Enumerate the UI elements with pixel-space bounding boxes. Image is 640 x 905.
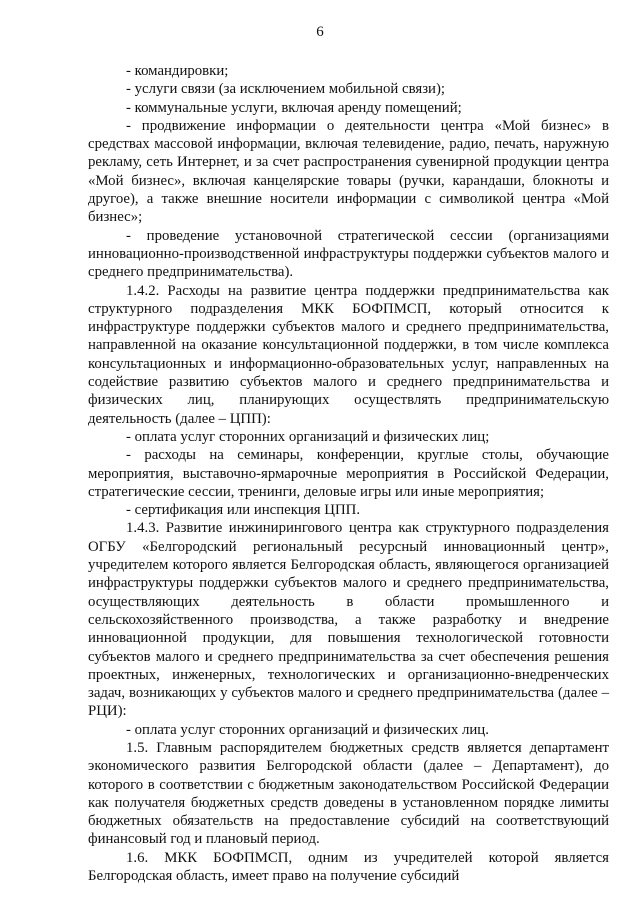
document-body xyxy=(88,62,609,885)
paragraph-communication-services: - услуги связи (за исключением мобильной связи); xyxy=(126,81,445,98)
page-number: 6 xyxy=(316,24,324,40)
paragraph-utilities: - коммунальные услуги, включая аренду помещений; xyxy=(126,99,462,116)
paragraph-third-party-services: - оплата услуг сторонних организаций и физических лиц; xyxy=(126,428,490,445)
paragraph-section-1-6: 1.6. МКК БОФПМСП, одним из учредителей которой является Белгородская область, имеет право на получение субсидий xyxy=(88,849,609,885)
paragraph-business-trips: - командировки; xyxy=(126,63,229,79)
paragraph-certification: - сертификация или инспекция ЦПП. xyxy=(126,502,361,519)
paragraph-section-1-4-3: 1.4.3. Развитие инжинирингового центра как структурного подразделения ОГБУ «Белгородский региональный ресурсный инновационный центр», учредителем которого является Белгородская область, являющегося организацией инфраструктуры поддержки субъектов малого и среднего предпринимательства, осуществляющих деятельность в области промышленного и сельскохозяйственного производства, а также разработку и внедрение инновационной продукции, для повышения технологической готовности субъектов малого и среднего предпринимательства за счет обеспечения решения проектных, инженерных, технологических и организационно-внедренческих задач, возникающих у субъектов малого и среднего предпринимательства (далее – РЦИ): xyxy=(88,520,609,720)
paragraph-section-1-5: 1.5. Главным распорядителем бюджетных средств является департамент экономического развития Белгородской области (далее – Департамент), до которого в соответствии с бюджетным законодательством Российской Федерации как получателя бюджетных средств доведены в установленном порядке лимиты бюджетных обязательств на предоставление субсидий на соответствующий финансовый год и плановый период. xyxy=(88,739,609,848)
paragraph-section-1-4-2: 1.4.2. Расходы на развитие центра поддержки предпринимательства как структурного подразделения МКК БОФПМСП, который относится к инфраструктуре поддержки субъектов малого и среднего предпринимательства, направленной на оказание консультационной поддержки, в том числе комплекса консультационных и информационно-образовательных услуг, направленных на содействие развитию субъектов малого и среднего предпринимательства и физических лиц, планирующих осуществлять предпринимательскую деятельность (далее – ЦПП): xyxy=(88,282,609,427)
paragraph-strategic-session: - проведение установочной стратегической сессии (организациями инновационно-производственной инфраструктуры поддержки субъектов малого и среднего предпринимательства). xyxy=(88,227,609,281)
paragraph-third-party-services-2: - оплата услуг сторонних организаций и физических лиц. xyxy=(126,721,489,738)
paragraph-promotion: - продвижение информации о деятельности центра «Мой бизнес» в средствах массовой информации, включая телевидение, радио, печать, наружную рекламу, сеть Интернет, и за счет распространения сувенирной продукции центра «Мой бизнес», включая канцелярские товары (ручки, карандаши, блокноты и другое), а также внешние носители информации с символикой центра «Мой бизнес»; xyxy=(88,117,609,226)
paragraph-seminars: - расходы на семинары, конференции, круглые столы, обучающие мероприятия, выставочно-ярмарочные мероприятия в Российской Федерации, стратегические сессии, тренинги, деловые игры или иные мероприятия; xyxy=(88,447,609,500)
